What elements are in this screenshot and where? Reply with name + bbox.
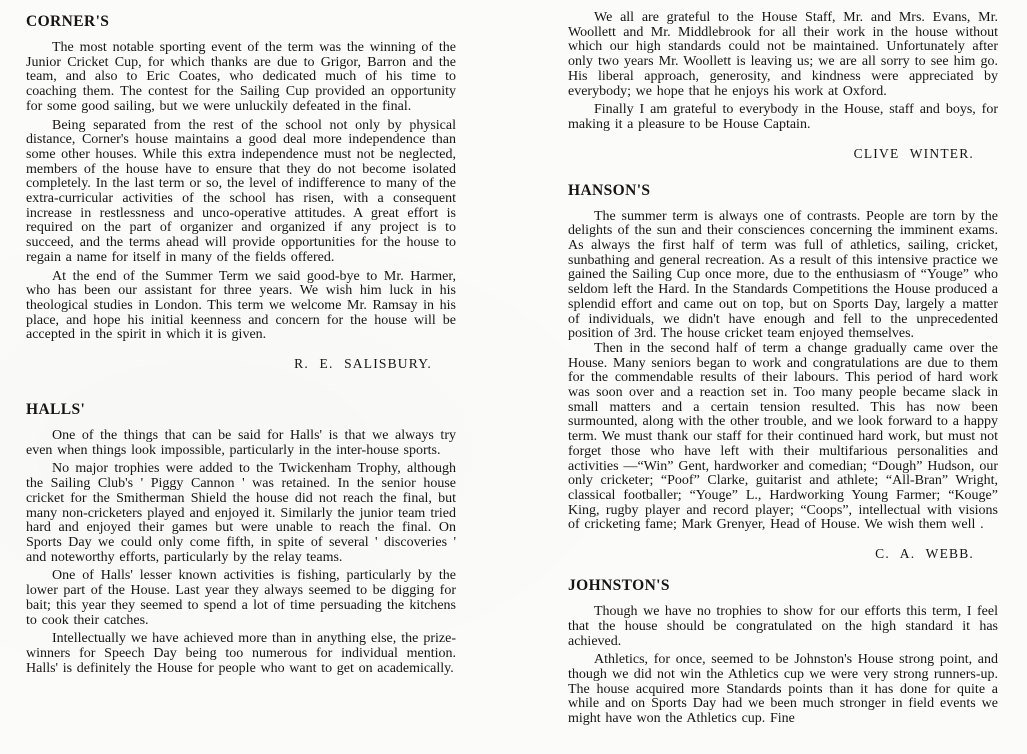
hansons-paragraph-1: The summer term is always one of contrasts. People are torn by the delights of the sun and their consciences concerning the imminent exams. As always the first half of term was full of athletics, sailing, cricket, sunbathing and general recreation. As a result of this intensive practice we gained the Sailing Cup once more, due to the enthusiasm of “Youge” who seldom left the Hard. In the Standards Competitions the House produced a splendid effort and came out on top, but on Sports Day, largely a matter of individuals, we didn't have enough and fell to the unprecedented position of 3rd. The house cricket team enjoyed themselves. — [568, 208, 998, 342]
hansons-heading: HANSON'S — [568, 181, 651, 199]
hansons-paragraph-2: Then in the second half of term a change gradually came over the House. Many seniors began to work and congratulations are due to them for the commendable results of their labours. This period of hard work was soon over and a reaction set in. Too many people became slack in small matters and a certain tension resulted. This has now been surmounted, along with the other trouble, and we look forward to a happy term. We must thank our staff for their continued hard work, but must not forget those who have left with their multifarious personalities and activities —“Win” Gent, hardworker and comedian; “Dough” Hudson, our only cricketer; “Poof” Clarke, guitarist and athlete; “All-Bran” Wright, classical footballer; “Youge” L., Hardworking Young Farmer; “Kouge” King, rugby player and record player; “Coops”, intellectual with visions of cricketing fame; Mark Grenyer, Head of House. We wish them well . — [568, 340, 998, 533]
hansons-signature: C. A. WEBB. — [875, 546, 974, 562]
corners-heading: CORNER'S — [26, 13, 110, 30]
section-continuation — [568, 11, 998, 161]
continuation-paragraph-1: We all are grateful to the House Staff, Mr. and Mrs. Evans, Mr. Woollett and Mr. Middlebrook for all their work in the house without which our high standards could not be maintained. Unfortunately after only two years Mr. Woollett is leaving us; we are all sorry to see him go. His liberal approach, generosity, and kindness were appreciated by everybody; we hope that he enjoys his work at Oxford. — [568, 10, 998, 99]
halls-paragraph-2: No major trophies were added to the Twickenham Trophy, although the Sailing Club's ' Piggy Cannon ' was retained. In the senior house cricket for the Smitherman Shield the house did not reach the final, but many non-cricketers played and enjoyed it. Similarly the junior team tried hard and enjoyed their games but were unable to reach the final. On Sports Day we could only come fifth, in spite of several ' discoveries ' and noteworthy efforts, particularly by the relay teams. — [26, 461, 456, 565]
halls-heading: HALLS' — [26, 401, 86, 419]
section-hansons — [568, 182, 998, 561]
halls-paragraph-4: Intellectually we have achieved more than in anything else, the prize-winners for Speech Day being too numerous for individual mention. Halls' is definitely the House for people who want to get on academically. — [26, 631, 456, 676]
halls-paragraph-1: One of the things that can be said for Halls' is that we always try even when things look impossible, particularly in the inter-house sports. — [26, 428, 456, 458]
section-corners — [26, 13, 456, 371]
johnstons-heading: JOHNSTON'S — [568, 577, 670, 595]
left-column — [26, 11, 456, 754]
corners-signature: R. E. SALISBURY. — [294, 356, 432, 372]
corners-paragraph-1: The most notable sporting event of the term was the winning of the Junior Cricket Cup, for which thanks are due to Grigor, Barron and the team, and also to Eric Coates, who dedicated much of his time to coaching them. The contest for the Sailing Cup provided an opportunity for some good sailing, but we were unluckily defeated in the final. — [26, 40, 456, 114]
continuation-paragraph-2: Finally I am grateful to everybody in the House, staff and boys, for making it a pleasure to be House Captain. — [568, 102, 998, 132]
right-column — [568, 11, 998, 754]
corners-paragraph-2: Being separated from the rest of the school not only by physical distance, Corner's house maintains a good deal more independence than some other houses. While this extra independence must not be neglected, members of the house have to ensure that they do not become isolated completely. In the last term or so, the level of indifference to many of the extra-curricular activities of the school has risen, with a consequent increase in restlessness and unco-operative attitudes. A great effort is required on the part of organizer and organized if any project is to succeed, and the terms ahead will provide opportunities for the house to regain a name for itself in many of the fields offered. — [26, 117, 456, 265]
halls-paragraph-3: One of Halls' lesser known activities is fishing, particularly by the lower part of the House. Last year they always seemed to be digging for bait; this year they seemed to spend a lot of time persuading the kitchens to cook their catches. — [26, 568, 456, 628]
section-johnstons — [568, 577, 998, 727]
johnstons-paragraph-1: Though we have no trophies to show for our efforts this term, I feel that the house should be congratulated on the high standard it has achieved. — [568, 604, 998, 649]
section-halls — [26, 401, 456, 676]
continuation-signature: CLIVE WINTER. — [853, 145, 974, 161]
corners-paragraph-3: At the end of the Summer Term we said good-bye to Mr. Harmer, who has been our assistant for three years. We wish him luck in his theological studies in London. This term we welcome Mr. Ramsay in his place, and hope his initial keenness and concern for the house will be accepted in the spirit in which it is given. — [26, 268, 456, 343]
johnstons-paragraph-2: Athletics, for once, seemed to be Johnston's House strong point, and though we did not win the Athletics cup we were very strong runners-up. The house acquired more Standards points than it has done for quite a while and on Sports Day had we been much stronger in field events we might have won the Athletics cup. Fine — [568, 652, 998, 727]
